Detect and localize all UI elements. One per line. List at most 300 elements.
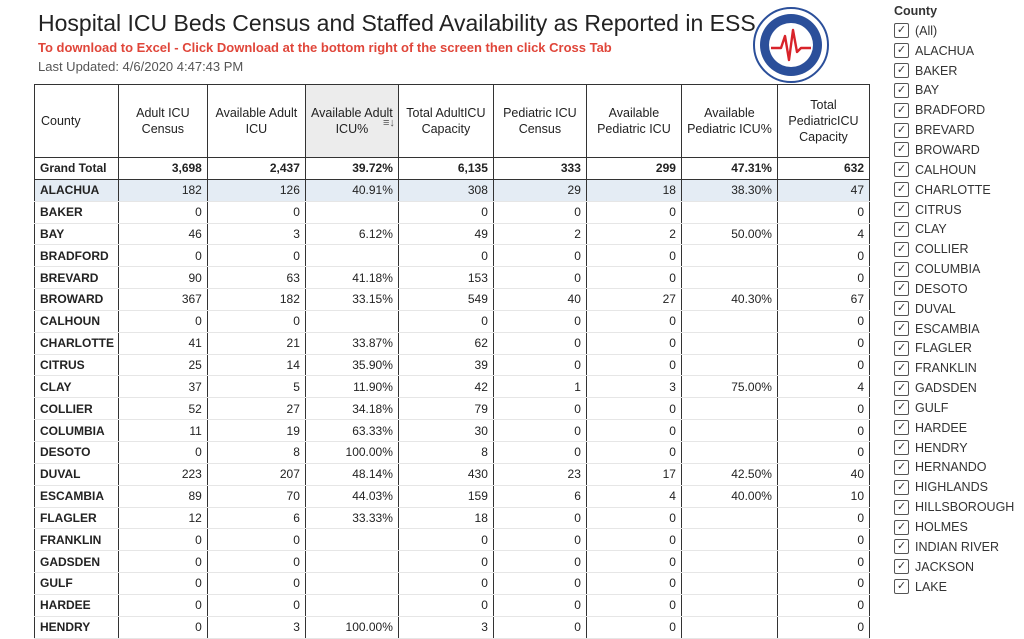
county-filter-item[interactable] bbox=[894, 160, 1024, 180]
county-filter-item[interactable] bbox=[894, 418, 1024, 438]
checkbox-checked-icon[interactable]: ✓ bbox=[894, 262, 909, 277]
checkbox-checked-icon[interactable]: ✓ bbox=[894, 520, 909, 535]
value-cell: 0 bbox=[398, 551, 493, 573]
value-cell: 8 bbox=[207, 441, 305, 463]
value-cell: 0 bbox=[586, 573, 681, 595]
value-cell: 4 bbox=[777, 223, 869, 245]
value-cell: 367 bbox=[118, 289, 207, 311]
county-filter-item[interactable] bbox=[894, 339, 1024, 359]
column-header-available-pediatric-icu-pct[interactable]: Available Pediatric ICU% bbox=[681, 85, 777, 158]
value-cell bbox=[681, 354, 777, 376]
value-cell: 0 bbox=[777, 310, 869, 332]
table-row[interactable] bbox=[35, 245, 870, 267]
column-header-available-pediatric-icu[interactable]: Available Pediatric ICU bbox=[586, 85, 681, 158]
county-filter-label: CITRUS bbox=[915, 202, 962, 217]
county-filter-label: GULF bbox=[915, 400, 949, 415]
table-row[interactable] bbox=[35, 594, 870, 616]
value-cell: 6.12% bbox=[305, 223, 398, 245]
value-cell: 0 bbox=[398, 201, 493, 223]
checkbox-checked-icon[interactable]: ✓ bbox=[894, 321, 909, 336]
value-cell: 47.31% bbox=[681, 158, 777, 180]
value-cell: 23 bbox=[493, 463, 586, 485]
value-cell: 2,437 bbox=[207, 158, 305, 180]
value-cell: 46 bbox=[118, 223, 207, 245]
value-cell: 0 bbox=[777, 551, 869, 573]
value-cell: 0 bbox=[207, 573, 305, 595]
checkbox-checked-icon[interactable]: ✓ bbox=[894, 202, 909, 217]
county-filter-item[interactable] bbox=[894, 279, 1024, 299]
county-filter-label: COLLIER bbox=[915, 242, 969, 257]
value-cell: 0 bbox=[777, 267, 869, 289]
column-header-label: Available Adult ICU% bbox=[311, 106, 393, 136]
checkbox-checked-icon[interactable]: ✓ bbox=[894, 500, 909, 515]
value-cell bbox=[681, 573, 777, 595]
table-row[interactable] bbox=[35, 376, 870, 398]
county-filter-label: BREVARD bbox=[915, 123, 975, 138]
checkbox-checked-icon[interactable]: ✓ bbox=[894, 23, 909, 38]
value-cell: 47 bbox=[777, 179, 869, 201]
column-header-total-adult-icu-capacity[interactable]: Total AdultICU Capacity bbox=[398, 85, 493, 158]
value-cell: 11 bbox=[118, 420, 207, 442]
value-cell bbox=[681, 332, 777, 354]
value-cell: 0 bbox=[493, 354, 586, 376]
value-cell: 549 bbox=[398, 289, 493, 311]
county-name-cell: COLLIER bbox=[35, 398, 119, 420]
value-cell: 0 bbox=[777, 507, 869, 529]
page-title: Hospital ICU Beds Census and Staffed Availability as Reported in ESS bbox=[38, 10, 756, 36]
value-cell: 33.15% bbox=[305, 289, 398, 311]
value-cell: 0 bbox=[118, 310, 207, 332]
value-cell: 0 bbox=[398, 594, 493, 616]
county-filter-item[interactable] bbox=[894, 517, 1024, 537]
county-name-cell: BAKER bbox=[35, 201, 119, 223]
value-cell bbox=[681, 507, 777, 529]
value-cell bbox=[305, 245, 398, 267]
county-name-cell: DUVAL bbox=[35, 463, 119, 485]
value-cell: 89 bbox=[118, 485, 207, 507]
value-cell: 0 bbox=[207, 551, 305, 573]
county-filter-label: HERNANDO bbox=[915, 460, 987, 475]
value-cell: 0 bbox=[118, 245, 207, 267]
value-cell: 0 bbox=[586, 594, 681, 616]
county-filter-item[interactable] bbox=[894, 200, 1024, 220]
county-filter-label: HILLSBOROUGH bbox=[915, 500, 1015, 515]
value-cell: 0 bbox=[586, 551, 681, 573]
checkbox-checked-icon[interactable]: ✓ bbox=[894, 539, 909, 554]
column-header-pediatric-icu-census[interactable]: Pediatric ICU Census bbox=[493, 85, 586, 158]
county-filter-label: (All) bbox=[915, 23, 938, 38]
value-cell: 5 bbox=[207, 376, 305, 398]
value-cell: 0 bbox=[398, 573, 493, 595]
county-filter-label: DUVAL bbox=[915, 301, 956, 316]
county-filter-item[interactable] bbox=[894, 100, 1024, 120]
value-cell: 0 bbox=[493, 245, 586, 267]
value-cell bbox=[305, 573, 398, 595]
value-cell bbox=[681, 529, 777, 551]
value-cell: 0 bbox=[586, 267, 681, 289]
county-name-cell: CITRUS bbox=[35, 354, 119, 376]
value-cell bbox=[305, 529, 398, 551]
county-filter-item[interactable] bbox=[894, 21, 1024, 41]
value-cell: 4 bbox=[777, 376, 869, 398]
icu-census-table-container[interactable] bbox=[34, 84, 870, 635]
value-cell: 0 bbox=[207, 201, 305, 223]
county-filter-item[interactable] bbox=[894, 319, 1024, 339]
value-cell: 0 bbox=[777, 441, 869, 463]
table-row[interactable] bbox=[35, 332, 870, 354]
checkbox-checked-icon[interactable]: ✓ bbox=[894, 420, 909, 435]
value-cell: 0 bbox=[398, 310, 493, 332]
value-cell: 0 bbox=[586, 245, 681, 267]
value-cell: 0 bbox=[586, 332, 681, 354]
value-cell: 0 bbox=[493, 332, 586, 354]
county-filter-label: DESOTO bbox=[915, 281, 968, 296]
value-cell: 0 bbox=[586, 441, 681, 463]
table-row[interactable] bbox=[35, 441, 870, 463]
value-cell: 6,135 bbox=[398, 158, 493, 180]
value-cell: 18 bbox=[586, 179, 681, 201]
checkbox-checked-icon[interactable]: ✓ bbox=[894, 559, 909, 574]
value-cell: 0 bbox=[586, 354, 681, 376]
county-filter-item[interactable] bbox=[894, 259, 1024, 279]
value-cell: 0 bbox=[398, 529, 493, 551]
value-cell: 40.30% bbox=[681, 289, 777, 311]
county-filter-label: BAKER bbox=[915, 63, 958, 78]
column-header-adult-icu-census[interactable]: Adult ICU Census bbox=[118, 85, 207, 158]
value-cell: 27 bbox=[586, 289, 681, 311]
county-filter-label: HENDRY bbox=[915, 440, 968, 455]
value-cell: 6 bbox=[207, 507, 305, 529]
county-filter-item[interactable] bbox=[894, 61, 1024, 81]
county-name-cell: CHARLOTTE bbox=[35, 332, 119, 354]
county-filter-item[interactable] bbox=[894, 299, 1024, 319]
value-cell: 39.72% bbox=[305, 158, 398, 180]
value-cell: 0 bbox=[493, 201, 586, 223]
value-cell: 2 bbox=[586, 223, 681, 245]
checkbox-checked-icon[interactable]: ✓ bbox=[894, 83, 909, 98]
value-cell: 8 bbox=[398, 441, 493, 463]
county-filter-label: CLAY bbox=[915, 222, 947, 237]
county-filter-label: GADSDEN bbox=[915, 381, 977, 396]
table-row[interactable] bbox=[35, 463, 870, 485]
value-cell: 42 bbox=[398, 376, 493, 398]
checkbox-checked-icon[interactable]: ✓ bbox=[894, 460, 909, 475]
value-cell: 0 bbox=[777, 201, 869, 223]
value-cell bbox=[681, 551, 777, 573]
checkbox-checked-icon[interactable]: ✓ bbox=[894, 123, 909, 138]
county-filter-item[interactable] bbox=[894, 81, 1024, 101]
checkbox-checked-icon[interactable]: ✓ bbox=[894, 400, 909, 415]
sort-descending-icon[interactable]: ≡↓ bbox=[382, 117, 395, 129]
county-filter-item[interactable] bbox=[894, 398, 1024, 418]
value-cell: 38.30% bbox=[681, 179, 777, 201]
county-filter-item[interactable] bbox=[894, 537, 1024, 557]
county-filter-item[interactable] bbox=[894, 358, 1024, 378]
county-filter-item[interactable] bbox=[894, 120, 1024, 140]
value-cell: 0 bbox=[777, 573, 869, 595]
value-cell: 75.00% bbox=[681, 376, 777, 398]
value-cell: 3,698 bbox=[118, 158, 207, 180]
county-name-cell: FRANKLIN bbox=[35, 529, 119, 551]
county-name-cell: CLAY bbox=[35, 376, 119, 398]
checkbox-checked-icon[interactable]: ✓ bbox=[894, 103, 909, 118]
value-cell: 27 bbox=[207, 398, 305, 420]
column-header-county[interactable]: County bbox=[35, 85, 119, 158]
county-filter-item[interactable] bbox=[894, 477, 1024, 497]
value-cell: 3 bbox=[207, 223, 305, 245]
value-cell: 299 bbox=[586, 158, 681, 180]
value-cell: 159 bbox=[398, 485, 493, 507]
checkbox-checked-icon[interactable]: ✓ bbox=[894, 162, 909, 177]
value-cell: 223 bbox=[118, 463, 207, 485]
county-filter-label: COLUMBIA bbox=[915, 262, 981, 277]
value-cell: 182 bbox=[207, 289, 305, 311]
county-name-cell: GULF bbox=[35, 573, 119, 595]
county-name-cell: BROWARD bbox=[35, 289, 119, 311]
county-filter-item[interactable] bbox=[894, 239, 1024, 259]
value-cell: 63.33% bbox=[305, 420, 398, 442]
value-cell: 48.14% bbox=[305, 463, 398, 485]
value-cell: 0 bbox=[586, 398, 681, 420]
value-cell bbox=[681, 201, 777, 223]
value-cell: 63 bbox=[207, 267, 305, 289]
table-row[interactable] bbox=[35, 420, 870, 442]
checkbox-checked-icon[interactable]: ✓ bbox=[894, 242, 909, 257]
value-cell: 17 bbox=[586, 463, 681, 485]
checkbox-checked-icon[interactable]: ✓ bbox=[894, 142, 909, 157]
value-cell: 0 bbox=[118, 551, 207, 573]
value-cell: 18 bbox=[398, 507, 493, 529]
county-filter-item[interactable] bbox=[894, 577, 1024, 597]
county-name-cell: BREVARD bbox=[35, 267, 119, 289]
county-name-cell: BRADFORD bbox=[35, 245, 119, 267]
county-filter-label: CALHOUN bbox=[915, 162, 977, 177]
checkbox-checked-icon[interactable]: ✓ bbox=[894, 301, 909, 316]
value-cell: 25 bbox=[118, 354, 207, 376]
value-cell: 0 bbox=[493, 398, 586, 420]
value-cell: 34.18% bbox=[305, 398, 398, 420]
value-cell: 40 bbox=[777, 463, 869, 485]
value-cell: 4 bbox=[586, 485, 681, 507]
value-cell: 0 bbox=[493, 551, 586, 573]
value-cell: 10 bbox=[777, 485, 869, 507]
value-cell: 0 bbox=[777, 594, 869, 616]
value-cell: 39 bbox=[398, 354, 493, 376]
county-name-cell: DESOTO bbox=[35, 441, 119, 463]
value-cell: 52 bbox=[118, 398, 207, 420]
table-row[interactable] bbox=[35, 223, 870, 245]
county-filter-item[interactable] bbox=[894, 557, 1024, 577]
county-filter-label: FRANKLIN bbox=[915, 361, 977, 376]
value-cell: 0 bbox=[777, 398, 869, 420]
county-name-cell: HENDRY bbox=[35, 616, 119, 638]
county-filter-label: ALACHUA bbox=[915, 43, 975, 58]
value-cell: 0 bbox=[777, 245, 869, 267]
county-filter-list bbox=[894, 21, 1024, 596]
value-cell: 0 bbox=[118, 594, 207, 616]
value-cell: 0 bbox=[493, 310, 586, 332]
value-cell: 0 bbox=[398, 245, 493, 267]
checkbox-checked-icon[interactable]: ✓ bbox=[894, 63, 909, 78]
value-cell: 35.90% bbox=[305, 354, 398, 376]
value-cell: 0 bbox=[493, 441, 586, 463]
county-filter-label: BROWARD bbox=[915, 142, 980, 157]
checkbox-checked-icon[interactable]: ✓ bbox=[894, 361, 909, 376]
value-cell: 0 bbox=[777, 420, 869, 442]
value-cell: 21 bbox=[207, 332, 305, 354]
county-filter-label: ESCAMBIA bbox=[915, 321, 980, 336]
value-cell: 19 bbox=[207, 420, 305, 442]
checkbox-checked-icon[interactable]: ✓ bbox=[894, 440, 909, 455]
county-filter-label: HARDEE bbox=[915, 420, 968, 435]
value-cell: 0 bbox=[207, 245, 305, 267]
value-cell: 0 bbox=[586, 420, 681, 442]
county-filter-label: JACKSON bbox=[915, 559, 975, 574]
county-name-cell: GADSDEN bbox=[35, 551, 119, 573]
value-cell: 0 bbox=[493, 507, 586, 529]
value-cell: 0 bbox=[118, 616, 207, 638]
value-cell: 40 bbox=[493, 289, 586, 311]
value-cell bbox=[681, 267, 777, 289]
county-filter-item[interactable] bbox=[894, 219, 1024, 239]
value-cell: 0 bbox=[493, 420, 586, 442]
table-row[interactable] bbox=[35, 398, 870, 420]
county-name-cell: Grand Total bbox=[35, 158, 119, 180]
value-cell: 0 bbox=[493, 594, 586, 616]
table-row[interactable] bbox=[35, 179, 870, 201]
value-cell: 3 bbox=[586, 376, 681, 398]
county-name-cell: COLUMBIA bbox=[35, 420, 119, 442]
checkbox-checked-icon[interactable]: ✓ bbox=[894, 281, 909, 296]
column-header-total-pediatric-icu-capacity[interactable]: Total PediatricICU Capacity bbox=[777, 85, 869, 158]
value-cell bbox=[681, 441, 777, 463]
value-cell: 41 bbox=[118, 332, 207, 354]
value-cell: 3 bbox=[207, 616, 305, 638]
table-row[interactable] bbox=[35, 289, 870, 311]
table-row[interactable] bbox=[35, 485, 870, 507]
value-cell: 100.00% bbox=[305, 616, 398, 638]
county-filter-label: CHARLOTTE bbox=[915, 182, 991, 197]
value-cell bbox=[305, 201, 398, 223]
county-name-cell: CALHOUN bbox=[35, 310, 119, 332]
county-name-cell: HARDEE bbox=[35, 594, 119, 616]
value-cell: 79 bbox=[398, 398, 493, 420]
value-cell: 0 bbox=[493, 573, 586, 595]
column-header-available-adult-icu-pct[interactable] bbox=[305, 85, 398, 158]
value-cell bbox=[681, 616, 777, 638]
value-cell: 62 bbox=[398, 332, 493, 354]
value-cell: 0 bbox=[777, 529, 869, 551]
value-cell: 11.90% bbox=[305, 376, 398, 398]
value-cell: 30 bbox=[398, 420, 493, 442]
value-cell: 67 bbox=[777, 289, 869, 311]
checkbox-checked-icon[interactable]: ✓ bbox=[894, 381, 909, 396]
county-name-cell: ALACHUA bbox=[35, 179, 119, 201]
value-cell: 90 bbox=[118, 267, 207, 289]
column-header-available-adult-icu[interactable]: Available Adult ICU bbox=[207, 85, 305, 158]
checkbox-checked-icon[interactable]: ✓ bbox=[894, 480, 909, 495]
value-cell: 0 bbox=[207, 310, 305, 332]
county-filter-label: HIGHLANDS bbox=[915, 480, 988, 495]
value-cell: 33.33% bbox=[305, 507, 398, 529]
value-cell bbox=[305, 594, 398, 616]
value-cell: 14 bbox=[207, 354, 305, 376]
table-row[interactable] bbox=[35, 551, 870, 573]
county-filter-label: FLAGLER bbox=[915, 341, 972, 356]
county-filter-item[interactable] bbox=[894, 438, 1024, 458]
table-row[interactable] bbox=[35, 529, 870, 551]
value-cell: 0 bbox=[586, 616, 681, 638]
value-cell: 33.87% bbox=[305, 332, 398, 354]
value-cell: 42.50% bbox=[681, 463, 777, 485]
value-cell: 0 bbox=[493, 529, 586, 551]
value-cell: 50.00% bbox=[681, 223, 777, 245]
value-cell: 0 bbox=[207, 529, 305, 551]
value-cell: 0 bbox=[118, 441, 207, 463]
value-cell: 12 bbox=[118, 507, 207, 529]
value-cell: 207 bbox=[207, 463, 305, 485]
value-cell: 0 bbox=[118, 529, 207, 551]
table-row[interactable] bbox=[35, 354, 870, 376]
value-cell: 308 bbox=[398, 179, 493, 201]
value-cell: 1 bbox=[493, 376, 586, 398]
value-cell: 126 bbox=[207, 179, 305, 201]
table-header-row bbox=[35, 85, 870, 158]
county-filter-item[interactable] bbox=[894, 497, 1024, 517]
value-cell: 3 bbox=[398, 616, 493, 638]
value-cell: 0 bbox=[118, 573, 207, 595]
last-updated-timestamp: Last Updated: 4/6/2020 4:47:43 PM bbox=[38, 59, 244, 74]
checkbox-checked-icon[interactable]: ✓ bbox=[894, 182, 909, 197]
county-filter-item[interactable] bbox=[894, 458, 1024, 478]
grand-total-row[interactable] bbox=[35, 158, 870, 180]
county-filter-item[interactable] bbox=[894, 140, 1024, 160]
download-instructions: To download to Excel - Click Download at the bottom right of the screen then click Cross Tab bbox=[38, 40, 612, 55]
value-cell: 182 bbox=[118, 179, 207, 201]
checkbox-checked-icon[interactable]: ✓ bbox=[894, 579, 909, 594]
county-filter-item[interactable] bbox=[894, 378, 1024, 398]
ahca-seal-logo bbox=[752, 6, 830, 84]
value-cell: 0 bbox=[777, 354, 869, 376]
value-cell bbox=[305, 551, 398, 573]
county-filter-item[interactable] bbox=[894, 41, 1024, 61]
value-cell: 40.00% bbox=[681, 485, 777, 507]
county-filter-item[interactable] bbox=[894, 180, 1024, 200]
county-name-cell: FLAGLER bbox=[35, 507, 119, 529]
table-row[interactable] bbox=[35, 201, 870, 223]
table-row[interactable] bbox=[35, 507, 870, 529]
value-cell: 0 bbox=[777, 332, 869, 354]
value-cell: 0 bbox=[777, 616, 869, 638]
county-filter bbox=[894, 4, 1024, 596]
table-row[interactable] bbox=[35, 310, 870, 332]
checkbox-checked-icon[interactable]: ✓ bbox=[894, 222, 909, 237]
value-cell: 49 bbox=[398, 223, 493, 245]
county-filter-label: BAY bbox=[915, 83, 940, 98]
value-cell: 6 bbox=[493, 485, 586, 507]
county-filter-label: BRADFORD bbox=[915, 103, 986, 118]
table-row[interactable] bbox=[35, 573, 870, 595]
icu-census-table bbox=[34, 84, 870, 639]
value-cell: 40.91% bbox=[305, 179, 398, 201]
checkbox-checked-icon[interactable]: ✓ bbox=[894, 341, 909, 356]
table-row[interactable] bbox=[35, 267, 870, 289]
value-cell: 0 bbox=[586, 529, 681, 551]
checkbox-checked-icon[interactable]: ✓ bbox=[894, 43, 909, 58]
value-cell: 430 bbox=[398, 463, 493, 485]
table-row[interactable] bbox=[35, 616, 870, 638]
value-cell: 0 bbox=[207, 594, 305, 616]
